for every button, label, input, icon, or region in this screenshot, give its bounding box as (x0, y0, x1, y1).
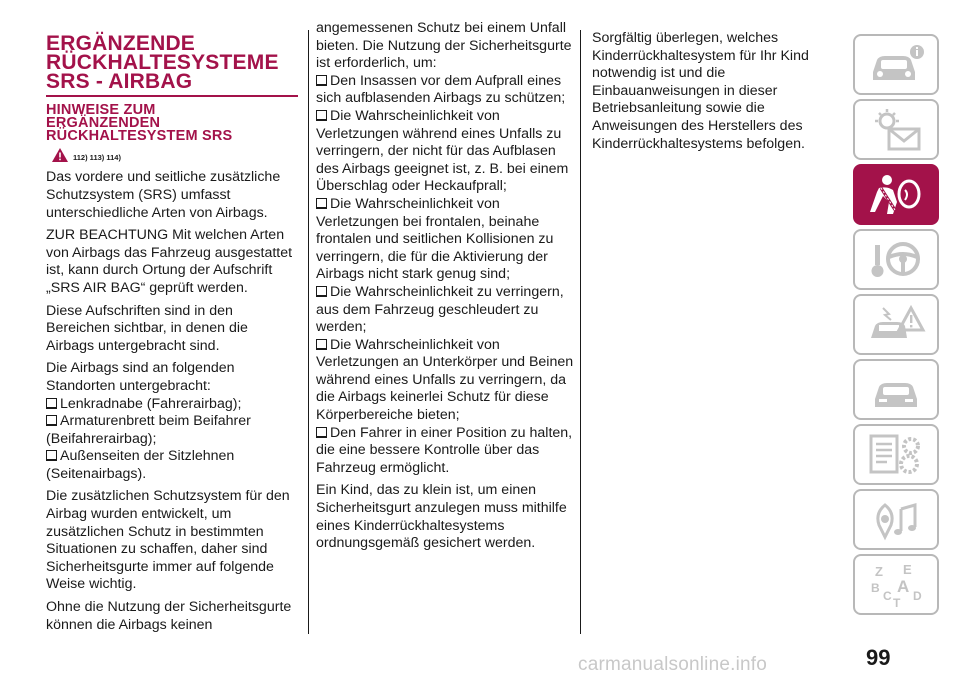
seatbelt-airbag-icon (865, 172, 927, 218)
tab-index[interactable] (853, 554, 939, 615)
index-icon (865, 562, 927, 608)
checkbox-bullet-icon (316, 75, 327, 86)
chapter-tabs (853, 34, 939, 619)
column-divider (308, 30, 309, 634)
tab-steering-key[interactable] (853, 229, 939, 290)
list-item: Die Wahrscheinlichkeit von Verletzungen während eines Unfalls zu verringern, der nicht für das Aufblasen des Airbags geeignet ist, z. B. bei einem Überschlag oder Heckaufprall; (316, 107, 569, 195)
index-letter: E (903, 561, 912, 577)
checkbox-bullet-icon (46, 415, 57, 426)
tab-car-info[interactable] (853, 34, 939, 95)
section-heading: ERGÄNZENDE RÜCKHALTESYSTEME SRS - AIRBAG (46, 32, 279, 93)
steering-key-icon (865, 237, 927, 283)
index-letter: B (871, 580, 880, 595)
index-letter: D (913, 588, 922, 603)
warning-references (52, 148, 298, 162)
checkbox-bullet-icon (316, 198, 327, 209)
tab-specs[interactable] (853, 424, 939, 485)
column-1 (46, 34, 298, 634)
bullet-list (316, 73, 574, 478)
checkbox-bullet-icon (316, 286, 327, 297)
index-letter: T (893, 595, 901, 608)
checkbox-bullet-icon (316, 110, 327, 121)
paragraph: ZUR BEACHTUNG Mit welchen Arten von Airbags das Fahrzeug ausgestattet ist, kann durch Ortung der Aufschrift „SRS AIR BAG“ geprüft werden. (46, 227, 293, 296)
warning-lights-icon (865, 107, 927, 153)
paragraph: Diese Aufschriften sind in den Bereichen sichtbar, in denen die Airbags untergebracht sind. (46, 302, 248, 354)
checkbox-bullet-icon (316, 427, 327, 438)
list-item: Die Wahrscheinlichkeit zu verringern, aus dem Fahrzeug geschleudert zu werden; (316, 283, 564, 336)
page-number: 99 (866, 645, 891, 670)
tab-emergency[interactable] (853, 294, 939, 355)
tab-multimedia[interactable] (853, 489, 939, 550)
multimedia-icon (865, 497, 927, 543)
column-3 (592, 30, 822, 153)
column-divider (580, 30, 581, 634)
tab-seatbelt-airbag[interactable] (853, 164, 939, 225)
list-item: Lenkradnabe (Fahrerairbag); (46, 396, 298, 414)
paragraph: Das vordere und seitliche zusätzliche Schutzsystem (SRS) umfasst unterschiedliche Arten von Airbags. (46, 169, 281, 221)
note-refs: 112) 113) 114) (73, 153, 121, 163)
warning-triangle-icon (52, 148, 68, 162)
checkbox-bullet-icon (316, 339, 327, 350)
list-item: Den Fahrer in einer Position zu halten, die eine bessere Kontrolle über das Fahrzeug ermöglicht. (316, 424, 573, 476)
list-item: Den Insassen vor dem Aufprall eines sich aufblasenden Airbags zu schützen; (316, 72, 566, 107)
index-letter: C (883, 588, 892, 603)
car-info-icon (865, 42, 927, 88)
list-item: Armaturenbrett beim Beifahrer (Beifahrerairbag); (46, 413, 251, 447)
car-service-icon (865, 367, 927, 413)
paragraph: Sorgfältig überlegen, welches Kinderrückhaltesystem für Ihr Kind notwendig ist und die Einbauanweisungen in dieser Betriebsanleitung sowie die Anweisungen des Herstellers des Kinderrückhaltesystems befolgen. (592, 30, 809, 152)
paragraph: Ohne die Nutzung der Sicherheitsgurte können die Airbags keinen (46, 599, 292, 633)
paragraph: angemessenen Schutz bei einem Unfall bieten. Die Nutzung der Sicherheitsgurte ist erforderlich, um: (316, 20, 572, 72)
tab-warning-lights[interactable] (853, 99, 939, 160)
paragraph: Die Airbags sind an folgenden Standorten untergebracht: (46, 360, 235, 394)
heading-rule (46, 95, 298, 97)
tab-car-service[interactable] (853, 359, 939, 420)
bullet-list (46, 396, 298, 484)
paragraph: Die zusätzlichen Schutzsystem für den Airbag wurden entwickelt, um zusätzlichen Schutz in bestimmten Situationen zu schaffen, daher sind Sicherheitsgurte immer auf folgende Weise wichtig. (46, 488, 290, 593)
paragraph: Ein Kind, das zu klein ist, um einen Sicherheitsgurt anzulegen muss mithilfe eines Kinderrückhaltesystems ordnungsgemäß gesichert werden. (316, 482, 567, 552)
list-item: Außenseiten der Sitzlehnen (Seitenairbags). (46, 448, 235, 482)
checkbox-bullet-icon (46, 450, 57, 461)
list-item: Die Wahrscheinlichkeit von Verletzungen an Unterkörper und Beinen während eines Unfalls zu verringern, da die Airbags keinerlei Schutz für diese Körperbereiche bieten; (316, 336, 574, 424)
subsection-heading: HINWEISE ZUM ERGÄNZENDEN RÜCKHALTESYSTEM SRS (46, 102, 233, 144)
watermark: carmanualsonline.info (578, 654, 768, 675)
list-item: Die Wahrscheinlichkeit von Verletzungen bei frontalen, beinahe frontalen und seitlichen Kollisionen zu verringern, die für die Aktivierung der Airbags nicht stark genug sind; (316, 195, 554, 283)
column-2 (316, 20, 574, 553)
index-letter: A (897, 576, 910, 596)
index-letter: Z (875, 563, 883, 579)
checkbox-bullet-icon (46, 398, 57, 409)
emergency-icon (865, 302, 927, 348)
specs-gear-icon (865, 432, 927, 478)
